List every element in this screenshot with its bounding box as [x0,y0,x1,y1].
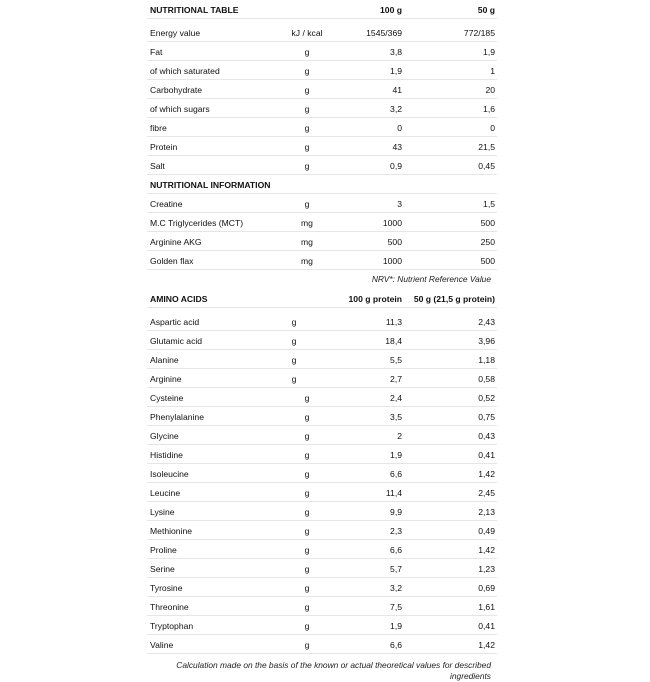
table-row [147,61,497,80]
nutrient-name: Cysteine [150,393,184,403]
table-row [147,464,497,483]
nutrient-name: Isoleucine [150,469,189,479]
table-row [147,232,497,251]
value-50g: 1,5 [483,199,495,209]
value-100g: 3,2 [390,583,402,593]
table-row [147,559,497,578]
table-row [147,80,497,99]
value-100g: 3,2 [390,104,402,114]
table-row [147,251,497,270]
table-row [147,42,497,61]
value-50g: 1,42 [478,640,495,650]
value-50g: 500 [480,218,495,228]
nutrient-name: Lysine [150,507,175,517]
value-50g: 0,69 [478,583,495,593]
value-50g: 1,42 [478,469,495,479]
value-50g: 1 [490,66,495,76]
unit-cell: g [304,66,310,76]
unit-cell: g [304,393,310,403]
value-100g: 6,6 [390,469,402,479]
nutrient-name: Leucine [150,488,181,498]
value-50g: 1,23 [478,564,495,574]
unit-cell: g [291,336,297,346]
nutrient-name: Threonine [150,602,189,612]
value-50g: 2,45 [478,488,495,498]
unit-cell: g [304,412,310,422]
nutrient-name: Serine [150,564,175,574]
amino-col-50g-header: 50 g (21,5 g protein) [413,294,495,304]
value-50g: 0,41 [478,621,495,631]
nutrient-name: Protein [150,142,178,152]
value-100g: 1,9 [390,66,402,76]
value-100g: 3,5 [390,412,402,422]
nutrition-sheet [147,0,497,682]
table-row [147,445,497,464]
nutrition-rows [147,23,497,175]
unit-cell: kJ / kcal [291,28,323,38]
nutrient-name: Glutamic acid [150,336,203,346]
nutrient-name: Fat [150,47,163,57]
table-row [147,312,497,331]
nutrient-name: fibre [150,123,167,133]
value-50g: 0,45 [478,161,495,171]
nutrient-name: Histidine [150,450,183,460]
value-100g: 11,3 [385,317,402,327]
unit-cell: g [304,85,310,95]
nutrient-name: Carbohydrate [150,85,203,95]
value-50g: 1,18 [478,355,495,365]
unit-cell: g [304,431,310,441]
nutrient-name: Arginine AKG [150,237,202,247]
value-100g: 5,5 [390,355,402,365]
table-row [147,483,497,502]
table-row [147,407,497,426]
table-row [147,578,497,597]
footnote-line-1: Calculation made on the basis of the known or actual theoretical values for described [176,660,491,670]
table-row [147,331,497,350]
table-row [147,388,497,407]
unit-cell: g [291,374,297,384]
value-100g: 1,9 [390,450,402,460]
value-100g: 2,3 [390,526,402,536]
table-row [147,194,497,213]
unit-cell: g [304,199,310,209]
nutrient-name: Creatine [150,199,183,209]
value-100g: 500 [387,237,402,247]
value-50g: 500 [480,256,495,266]
table-row [147,540,497,559]
unit-cell: g [291,317,297,327]
nrv-note: NRV*: Nutrient Reference Value [371,274,491,284]
table-row [147,118,497,137]
col-50g-header: 50 g [477,5,495,15]
value-50g: 0,49 [478,526,495,536]
table-row [147,369,497,388]
value-100g: 43 [392,142,402,152]
unit-cell: g [304,507,310,517]
unit-cell: g [304,104,310,114]
nutrient-name: Aspartic acid [150,317,200,327]
nutrient-name: M.C Triglycerides (MCT) [150,218,244,228]
value-100g: 6,6 [390,545,402,555]
value-50g: 1,6 [483,104,495,114]
value-100g: 18,4 [385,336,402,346]
unit-cell: mg [301,218,313,228]
table-row [147,99,497,118]
value-100g: 3,8 [390,47,402,57]
value-100g: 1545/369 [366,28,402,38]
unit-cell: g [304,583,310,593]
unit-cell: g [304,564,310,574]
value-100g: 1000 [382,256,402,266]
value-100g: 9,9 [390,507,402,517]
amino-col-100g-header: 100 g protein [348,294,402,304]
value-50g: 0,41 [478,450,495,460]
unit-cell: g [304,161,310,171]
value-100g: 6,6 [390,640,402,650]
value-50g: 2,13 [478,507,495,517]
value-100g: 11,4 [385,488,402,498]
calculation-footnote [147,654,497,682]
footnote-line-2: ingredients [450,671,491,681]
nutrient-name: Proline [150,545,177,555]
table-row [147,597,497,616]
unit-cell: mg [301,237,313,247]
table-row [147,502,497,521]
unit-cell: mg [301,256,313,266]
value-50g: 0 [490,123,495,133]
table-row [147,23,497,42]
value-50g: 20 [485,85,495,95]
nutrient-name: Tryptophan [150,621,194,631]
amino-rows [147,312,497,654]
value-100g: 0,9 [390,161,402,171]
unit-cell: g [291,355,297,365]
nutrient-name: Glycine [150,431,179,441]
information-rows [147,194,497,270]
amino-title: AMINO ACIDS [150,294,208,304]
value-100g: 2,4 [390,393,402,403]
value-50g: 0,43 [478,431,495,441]
value-100g: 5,7 [390,564,402,574]
value-100g: 1000 [382,218,402,228]
value-50g: 0,75 [478,412,495,422]
unit-cell: g [304,450,310,460]
unit-cell: g [304,621,310,631]
value-50g: 1,42 [478,545,495,555]
value-50g: 772/185 [463,28,495,38]
table-row [147,350,497,369]
value-100g: 3 [397,199,402,209]
nutrient-name: Golden flax [150,256,194,266]
unit-cell: g [304,123,310,133]
unit-cell: g [304,545,310,555]
unit-cell: g [304,469,310,479]
nutrient-name: of which sugars [150,104,210,114]
value-100g: 2 [397,431,402,441]
nutrient-name: Tyrosine [150,583,183,593]
table-row [147,213,497,232]
value-100g: 1,9 [390,621,402,631]
nutrient-name: Alanine [150,355,179,365]
table-row [147,616,497,635]
table-row [147,156,497,175]
value-50g: 1,61 [478,602,495,612]
value-50g: 2,43 [478,317,495,327]
value-50g: 21,5 [478,142,495,152]
value-50g: 0,58 [478,374,495,384]
value-100g: 0 [397,123,402,133]
nutrient-name: Phenylalanine [150,412,204,422]
unit-cell: g [304,47,310,57]
value-50g: 1,9 [483,47,495,57]
amino-header-row [147,289,497,308]
table-row [147,635,497,654]
value-50g: 250 [480,237,495,247]
nutrient-name: of which saturated [150,66,220,76]
nutrient-name: Arginine [150,374,182,384]
table-row [147,426,497,445]
nutrient-name: Methionine [150,526,193,536]
col-100g-header: 100 g [380,5,402,15]
nutrient-name: Valine [150,640,174,650]
nutrition-title: NUTRITIONAL TABLE [150,5,239,15]
unit-cell: g [304,640,310,650]
value-100g: 7,5 [390,602,402,612]
value-100g: 2,7 [390,374,402,384]
table-row [147,137,497,156]
information-title: NUTRITIONAL INFORMATION [150,180,271,190]
value-50g: 0,52 [478,393,495,403]
unit-cell: g [304,526,310,536]
value-100g: 41 [392,85,402,95]
nutrition-header-row [147,0,497,19]
nutrient-name: Salt [150,161,165,171]
unit-cell: g [304,602,310,612]
table-row [147,521,497,540]
unit-cell: g [304,142,310,152]
value-50g: 3,96 [478,336,495,346]
information-header-row [147,175,497,194]
unit-cell: g [304,488,310,498]
nutrient-name: Energy value [150,28,201,38]
